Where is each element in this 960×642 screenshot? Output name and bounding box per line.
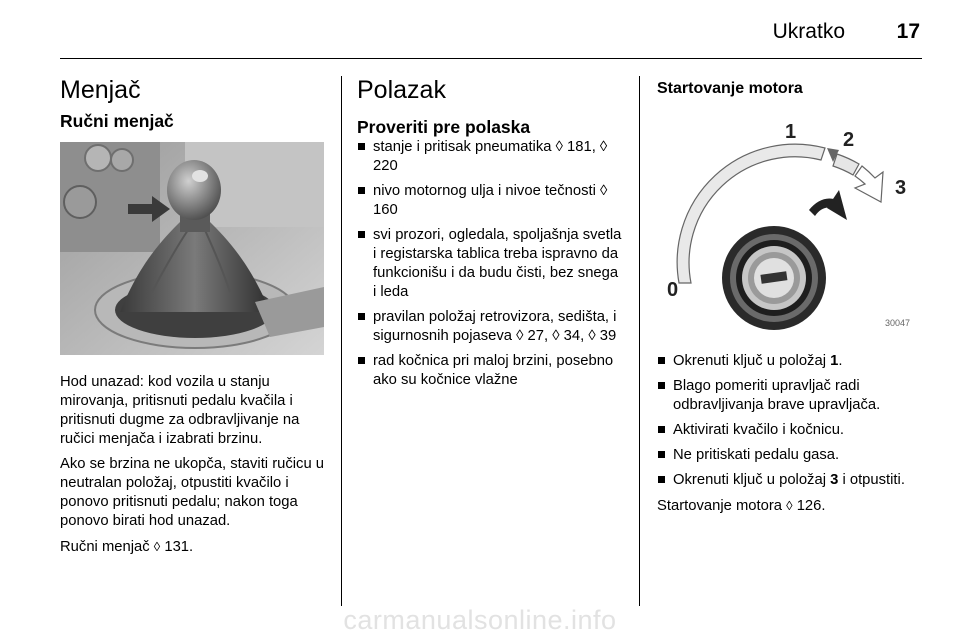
bullet-square-icon: [358, 143, 365, 150]
paragraph-gear-not-engaged: Ako se brzina ne ukopča, staviti ručicu u neutralan položaj, otpustiti kvačilo i ponovo pritisnuti pedalu; nakon toga ponovo birati hod unazad.: [60, 456, 325, 529]
start-steps: [657, 352, 925, 490]
header-title: Ukratko: [772, 20, 845, 43]
page-header: [0, 0, 960, 62]
reference-arrow-icon: ◊: [786, 498, 793, 513]
reference-text: Startovanje motora: [657, 498, 783, 514]
list-item-text: svi prozori, ogledala, spoljašnja svetla i registarska tablica treba ispravno da funkcionišu i da budu čisti, bez snega i leda: [373, 227, 622, 300]
list-item-text: nivo motornog ulja i nivoe tečnosti ◊ 160: [373, 183, 608, 218]
checklist: [357, 138, 625, 390]
position-label-3: 3: [895, 177, 907, 199]
ignition-switch-illustration: [657, 118, 919, 336]
bullet-square-icon: [358, 357, 365, 364]
column-startovanje: [657, 74, 925, 522]
reference-page: 131.: [164, 539, 194, 555]
column-divider-1: [341, 76, 342, 606]
position-label-2: 2: [843, 129, 855, 151]
bullet-square-icon: [658, 451, 665, 458]
subsection-title-proveriti: Proveriti pre polaska: [357, 117, 531, 137]
list-item: [357, 182, 625, 220]
list-item: [357, 138, 625, 176]
bullet-square-icon: [358, 187, 365, 194]
gear-shift-illustration: [60, 142, 324, 355]
list-item: Ne pritiskati pedalu gasa.: [657, 446, 925, 465]
position-label-1: 1: [785, 121, 797, 143]
section-title-menjac: Menjač: [60, 76, 141, 104]
reference-page: 126.: [796, 498, 826, 514]
list-item: [357, 308, 625, 346]
list-item: Okrenuti ključ u položaj 1.: [657, 352, 925, 371]
watermark: carmanualsonline.info: [343, 605, 617, 635]
list-item-text: rad kočnica pri maloj brzini, posebno ako su kočnice vlažne: [373, 353, 614, 388]
subsection-title-startovanje: Startovanje motora: [657, 80, 803, 97]
column-polazak: [357, 74, 625, 396]
bullet-square-icon: [658, 357, 665, 364]
column-divider-2: [639, 76, 640, 606]
reference-text: Ručni menjač: [60, 539, 150, 555]
bullet-square-icon: [658, 382, 665, 389]
list-item: Okrenuti ključ u položaj 3 i otpustiti.: [657, 471, 925, 490]
list-item: Aktivirati kvačilo i kočnicu.: [657, 421, 925, 440]
section-title-polazak: Polazak: [357, 76, 446, 104]
position-label-0: 0: [667, 279, 679, 301]
list-item-text: stanje i pritisak pneumatika ◊ 181, ◊ 220: [373, 139, 608, 174]
column-menjac: [60, 74, 328, 563]
reference-arrow-icon: ◊: [153, 539, 161, 554]
subsection-title-rucni-menjac: Ručni menjač: [60, 111, 174, 131]
cross-reference-rucni-menjac: [60, 537, 328, 557]
bullet-square-icon: [658, 426, 665, 433]
header-rule: [60, 58, 922, 59]
list-item: [357, 352, 625, 390]
page-number: 17: [896, 20, 920, 43]
bullet-square-icon: [658, 476, 665, 483]
list-item: Blago pomeriti upravljač radi odbravljivanja brave upravljača.: [657, 377, 925, 415]
list-item-text: pravilan položaj retrovizora, sedišta, i sigurnosnih pojaseva ◊ 27, ◊ 34, ◊ 39: [373, 309, 617, 344]
bullet-square-icon: [358, 231, 365, 238]
paragraph-reverse-gear: Hod unazad: kod vozila u stanju mirovanja, pritisnuti pedalu kvačila i pritisnuti dugme za odbravljivanje na ručici menjača i izabrati brzinu.: [60, 374, 300, 447]
figure-code: 30047: [885, 318, 911, 328]
bullet-square-icon: [358, 313, 365, 320]
list-item: [357, 226, 625, 302]
cross-reference-startovanje: [657, 496, 925, 516]
